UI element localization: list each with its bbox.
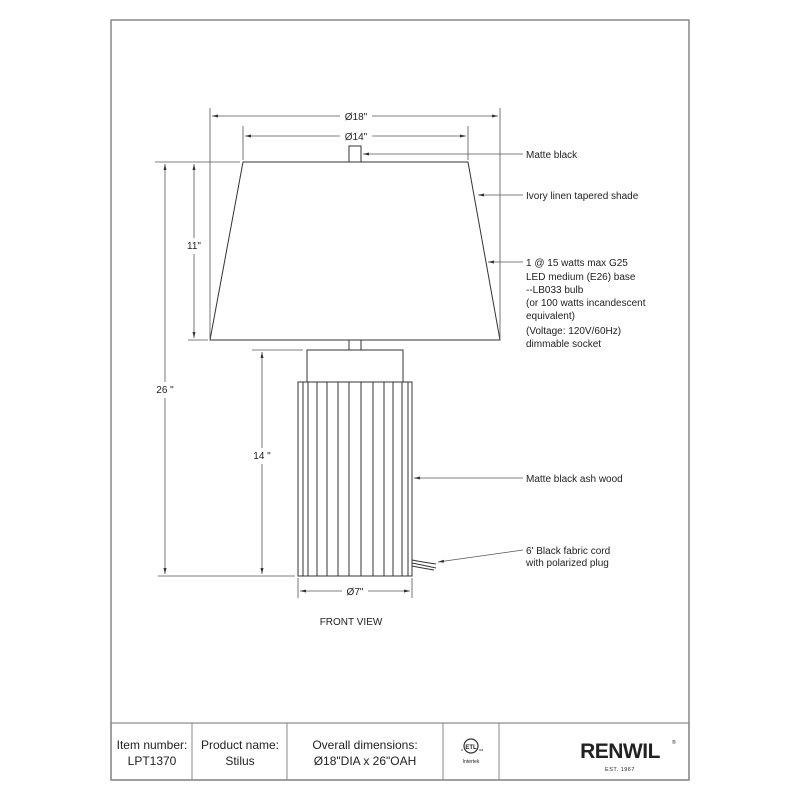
lamp-shade xyxy=(210,162,500,340)
finial xyxy=(349,146,361,162)
svg-text:c: c xyxy=(461,747,463,752)
callout-finial: Matte black xyxy=(526,150,578,161)
overall-dimensions-label: Overall dimensions: xyxy=(312,738,418,752)
svg-text:ETL: ETL xyxy=(465,745,477,751)
base-cap xyxy=(307,350,403,382)
brand-tagline: EST. 1967 xyxy=(605,767,635,773)
dim-shade-height: 11" xyxy=(187,241,201,252)
registered-mark: ® xyxy=(672,740,676,746)
fluted-body xyxy=(298,382,412,576)
overall-dimensions-value: Ø18"DIA x 26"OAH xyxy=(313,754,417,768)
cert-caption: Intertek xyxy=(462,759,480,765)
product-name-label: Product name: xyxy=(200,738,280,752)
callout-cord: 6' Black fabric cord with polarized plug xyxy=(526,546,611,569)
dim-base-height: 14 " xyxy=(253,451,271,462)
lamp-drawing xyxy=(210,146,500,576)
dim-base-diameter: Ø7" xyxy=(346,587,364,598)
callouts xyxy=(363,150,648,569)
cord xyxy=(412,560,436,570)
dim-overall-height: 26 " xyxy=(156,385,174,396)
callout-body: Matte black ash wood xyxy=(526,474,623,485)
dim-shade-bottom: Ø18" xyxy=(344,112,368,123)
neck xyxy=(349,340,361,350)
item-number-value: LPT1370 xyxy=(127,754,177,768)
etl-certification-logo xyxy=(461,739,483,765)
product-name-value: Stilus xyxy=(225,754,255,768)
svg-text:us: us xyxy=(479,747,484,752)
view-label: FRONT VIEW xyxy=(319,617,383,628)
item-number-label: Item number: xyxy=(116,738,188,752)
callout-bulb: 1 @ 15 watts max G25 LED medium (E26) base --LB033 bulb (or 100 watts incandescent equivalent) (Voltage: 120V/60Hz) dimmable socket xyxy=(526,258,646,350)
dim-shade-top: Ø14" xyxy=(344,132,368,143)
callout-shade: Ivory linen tapered shade xyxy=(526,191,639,202)
title-block xyxy=(111,723,689,780)
page-frame xyxy=(111,20,689,780)
brand-logo: RENWIL xyxy=(580,740,660,763)
flutes xyxy=(303,382,408,576)
